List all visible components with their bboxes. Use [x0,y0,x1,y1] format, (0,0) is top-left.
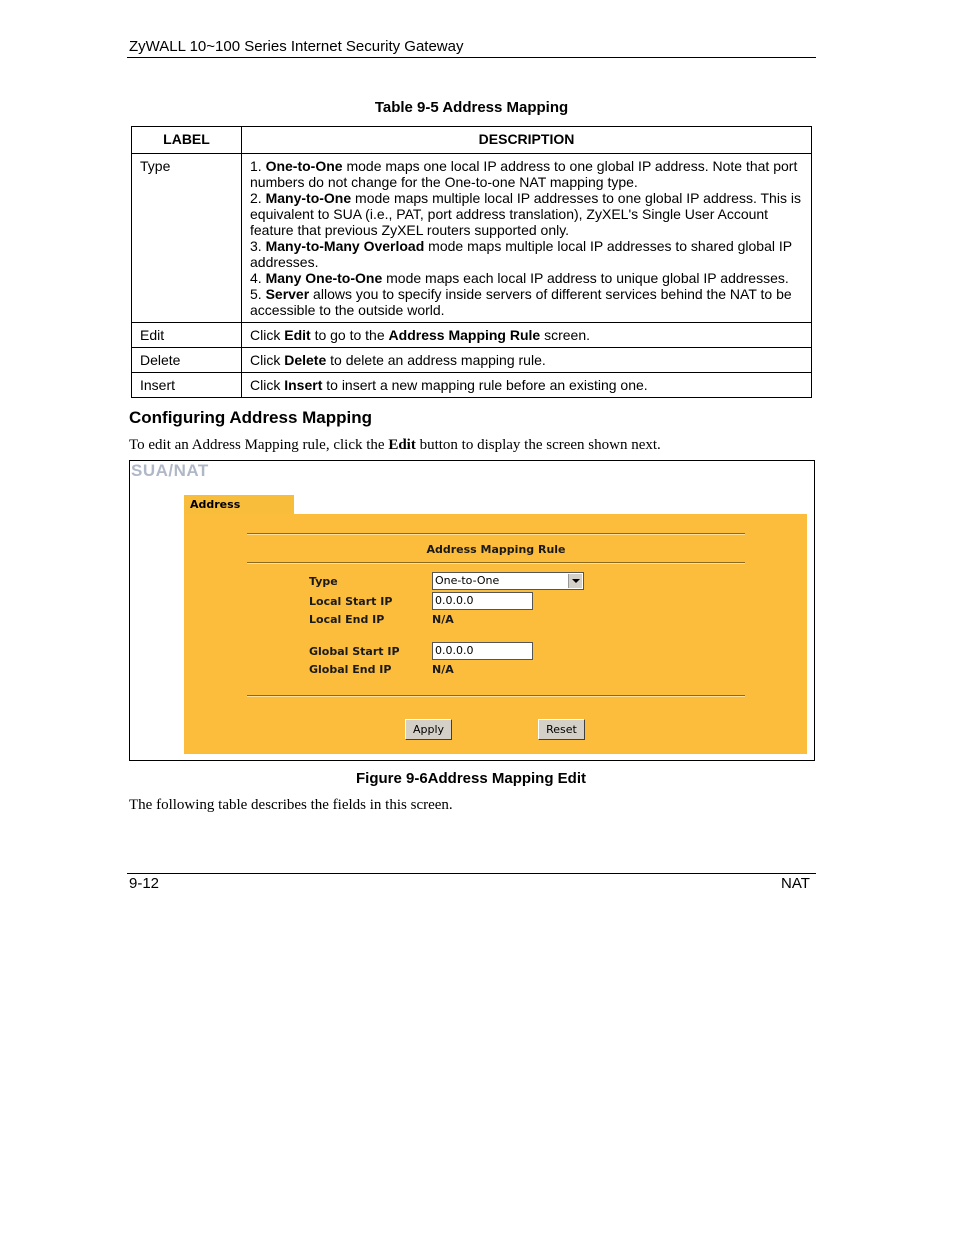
address-mapping-table [131,126,812,398]
section-intro [129,437,661,454]
item-term: Many-to-One [265,190,352,206]
local-end-ip-value: N/A [432,613,454,626]
global-start-ip-input[interactable]: 0.0.0.0 [432,642,533,660]
figure-caption: Figure 9-6Address Mapping Edit [355,770,587,787]
item-number: 1. [250,158,266,174]
row-description [242,154,812,323]
type-item [250,286,804,318]
table-caption: Table 9-5 Address Mapping [374,99,569,116]
local-start-ip-label: Local Start IP [309,595,393,608]
desc-text: to delete an address mapping rule. [326,352,546,368]
type-item [250,158,804,190]
panel-heading: Address Mapping Rule [426,543,566,556]
desc-term: Insert [284,377,323,393]
section-title: Configuring Address Mapping [129,408,373,427]
row-description [242,323,812,348]
row-label: Delete [132,348,242,373]
item-text: allows you to specify inside servers of different services behind the NAT to be accessible to the outside world. [250,286,792,318]
desc-text: screen. [540,327,591,343]
reset-button[interactable]: Reset [538,719,585,740]
local-start-ip-input[interactable]: 0.0.0.0 [432,592,533,610]
row-label: Edit [132,323,242,348]
column-header-description: DESCRIPTION [242,127,812,154]
row-label: Insert [132,373,242,398]
header-divider [127,57,816,58]
type-select[interactable] [432,572,584,590]
chapter-name: NAT [781,875,810,892]
item-number: 5. [250,286,266,302]
desc-text: to go to the [310,327,389,343]
desc-term: Edit [284,327,311,343]
running-header: ZyWALL 10~100 Series Internet Security Gateway [129,38,464,55]
screen-title: SUA/NAT [131,461,209,480]
type-selected-value: One-to-One [435,574,500,587]
global-end-ip-value: N/A [432,663,454,676]
panel-divider [247,562,745,564]
panel-divider [247,533,745,535]
desc-text: Click [250,327,285,343]
item-text: mode maps one local IP address to one global IP address. Note that port numbers do not change for the One-to-one NAT mapping type. [250,158,798,190]
desc-term: Delete [284,352,327,368]
table-row [132,154,812,323]
footer-divider [127,873,816,874]
desc-text: Click [250,352,285,368]
item-text: mode maps multiple local IP addresses to shared global IP addresses. [250,238,792,270]
desc-term: Address Mapping Rule [388,327,541,343]
global-start-ip-label: Global Start IP [309,645,400,658]
type-item [250,270,804,286]
row-label: Type [132,154,242,323]
body-paragraph: The following table describes the fields in this screen. [129,797,453,813]
item-number: 3. [250,238,266,254]
chevron-down-icon[interactable] [568,574,582,588]
row-description [242,348,812,373]
tab-address-mapping[interactable]: Address [184,495,294,515]
table-row [132,348,812,373]
item-term: Server [265,286,310,302]
intro-text: To edit an Address Mapping rule, click the [129,437,389,453]
desc-text: to insert a new mapping rule before an existing one. [322,377,648,393]
desc-text: Click [250,377,285,393]
item-number: 4. [250,270,266,286]
type-label: Type [309,575,338,588]
apply-button[interactable]: Apply [405,719,452,740]
panel-divider [247,695,745,697]
item-text: mode maps each local IP address to unique global IP addresses. [382,270,789,286]
global-end-ip-label: Global End IP [309,663,392,676]
type-item [250,190,804,238]
table-row [132,373,812,398]
intro-term: Edit [388,437,416,453]
item-term: One-to-One [265,158,343,174]
table-row [132,323,812,348]
table-header-row [132,127,812,154]
type-item [250,238,804,270]
page-number: 9-12 [129,875,160,892]
local-end-ip-label: Local End IP [309,613,385,626]
item-term: Many One-to-One [265,270,383,286]
item-text: mode maps multiple local IP addresses to one global IP address. This is equivalent to SUA (i.e., PAT, port address translation), ZyXEL's Single User Account feature that previous ZyXEL routers supported only. [250,190,801,238]
column-header-label: LABEL [132,127,242,154]
intro-text: button to display the screen shown next. [415,437,661,453]
item-term: Many-to-Many Overload [265,238,425,254]
item-number: 2. [250,190,266,206]
row-description [242,373,812,398]
